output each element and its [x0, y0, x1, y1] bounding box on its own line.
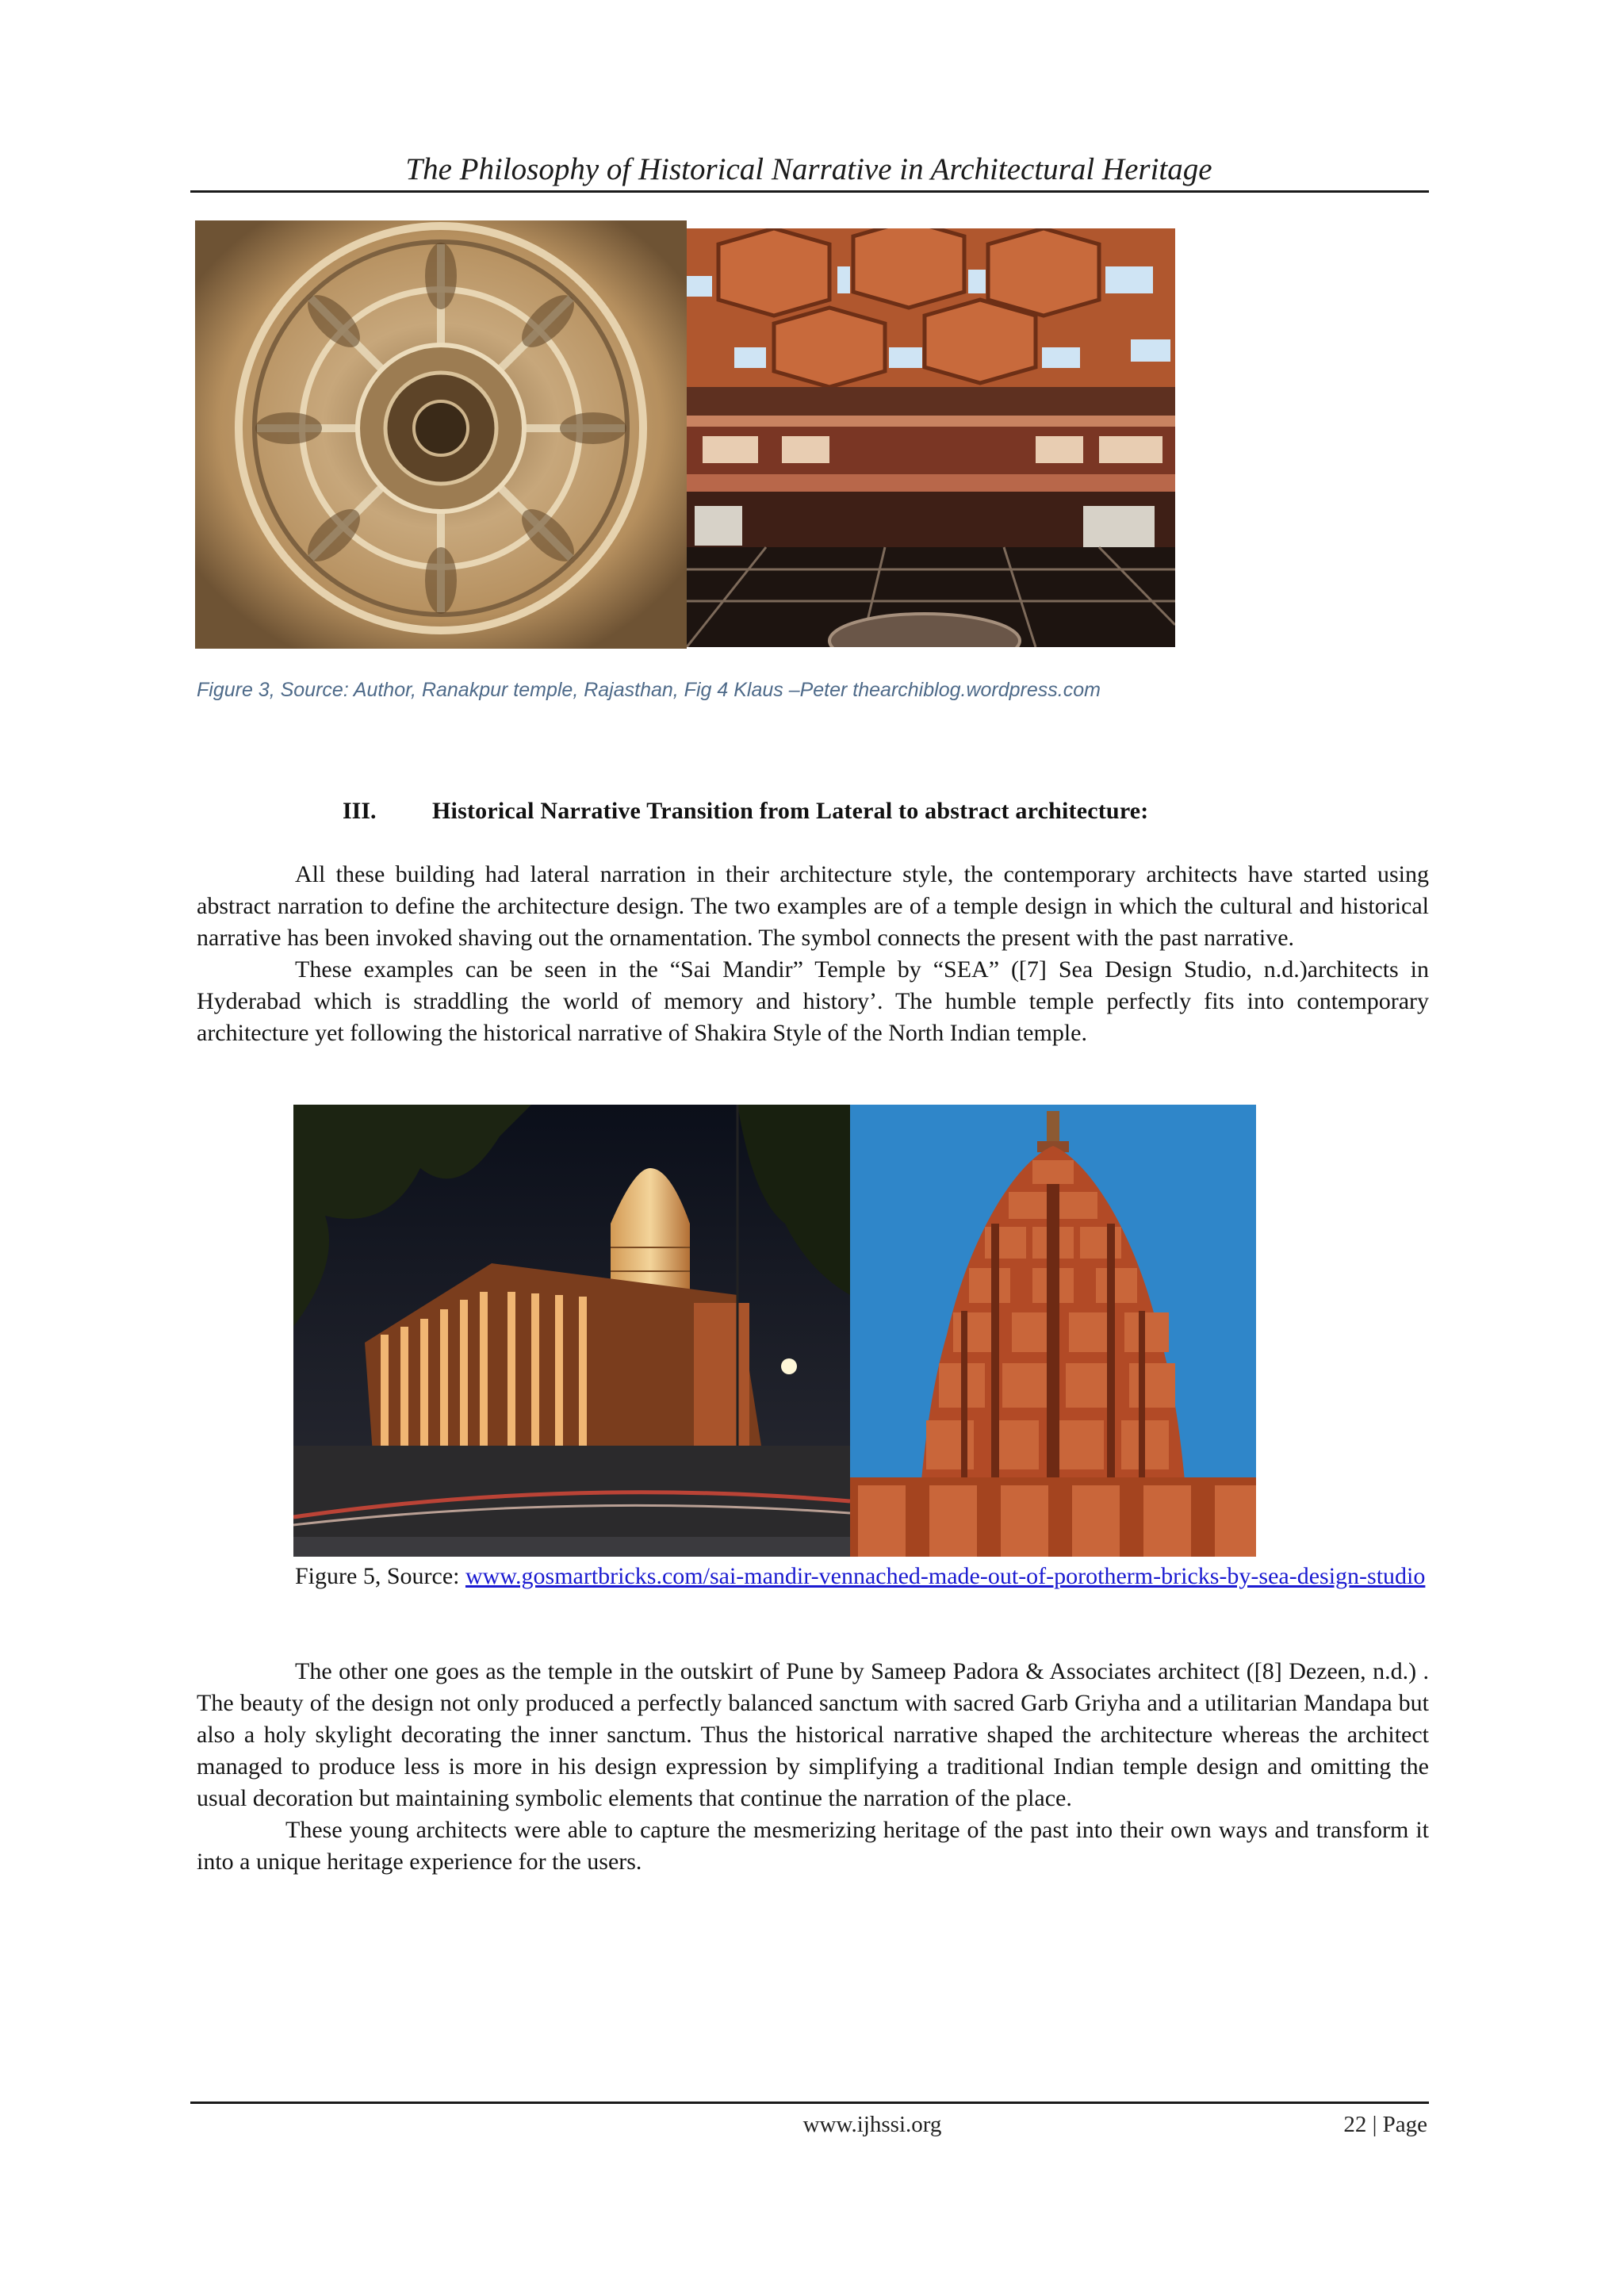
- figure-3-4-caption: Figure 3, Source: Author, Ranakpur temple, Rajasthan, Fig 4 Klaus –Peter thearchiblog.wordpress.com: [197, 679, 1101, 701]
- running-header-title: The Philosophy of Historical Narrative in Architectural Heritage: [405, 152, 1212, 186]
- paragraph-3: The other one goes as the temple in the outskirt of Pune by Sameep Padora & Associates architect ([8] Dezeen, n.d.) . The beauty of the design not only produced a perfectly balanced sanctum with sacred Garb Griyha and a utilitarian Mandapa but also a holy skylight decorating the inner sanctum. Thus the historical narrative shaped the architecture whereas the architect managed to produce less is more in his design expression by simplifying a traditional Indian temple design and omitting the usual decoration but maintaining symbolic elements that continue the narration of the place.: [197, 1658, 1429, 1811]
- figure-3-dome-photo: [195, 220, 687, 649]
- footer-page-number: 22 | Page: [1343, 2112, 1427, 2137]
- paragraph-1: All these building had lateral narration in their architecture style, the contemporary architects have started using abstract narration to define the architecture design. The two examples are of a temple design in which the cultural and historical narrative has been invoked shaving out the ornamentation. The symbol connects the present with the past narrative.: [197, 861, 1429, 951]
- figure-5-source-link[interactable]: www.gosmartbricks.com/sai-mandir-vennached-made-out-of-porotherm-bricks-by-sea-design-studio: [465, 1563, 1426, 1589]
- figure-5-night-photo: [293, 1105, 850, 1557]
- section-number: III.: [343, 798, 377, 824]
- section-title: Historical Narrative Transition from Lateral to abstract architecture:: [432, 798, 1149, 824]
- figure-5-brick-tower-photo: [850, 1105, 1256, 1557]
- figure-5-caption: [197, 1561, 1429, 1592]
- body-block-2: [197, 1656, 1429, 1878]
- figure-4-interior-photo: [687, 228, 1175, 647]
- header-rule: [190, 190, 1429, 193]
- paragraph-2: These examples can be seen in the “Sai Mandir” Temple by “SEA” ([7] Sea Design Studio, n.d.)architects in Hyderabad which is straddling the world of memory and history’. The humble temple perfectly fits into contemporary architecture yet following the historical narrative of Shakira Style of the North Indian temple.: [197, 956, 1429, 1046]
- footer-journal-url: www.ijhssi.org: [802, 2112, 942, 2137]
- figure-5-label: Figure 5, Source:: [295, 1563, 460, 1589]
- footer-rule: [190, 2102, 1429, 2104]
- body-block-1: [197, 859, 1429, 1049]
- paragraph-4: These young architects were able to capture the mesmerizing heritage of the past into their own ways and transform it into a unique heritage experience for the users.: [197, 1817, 1429, 1875]
